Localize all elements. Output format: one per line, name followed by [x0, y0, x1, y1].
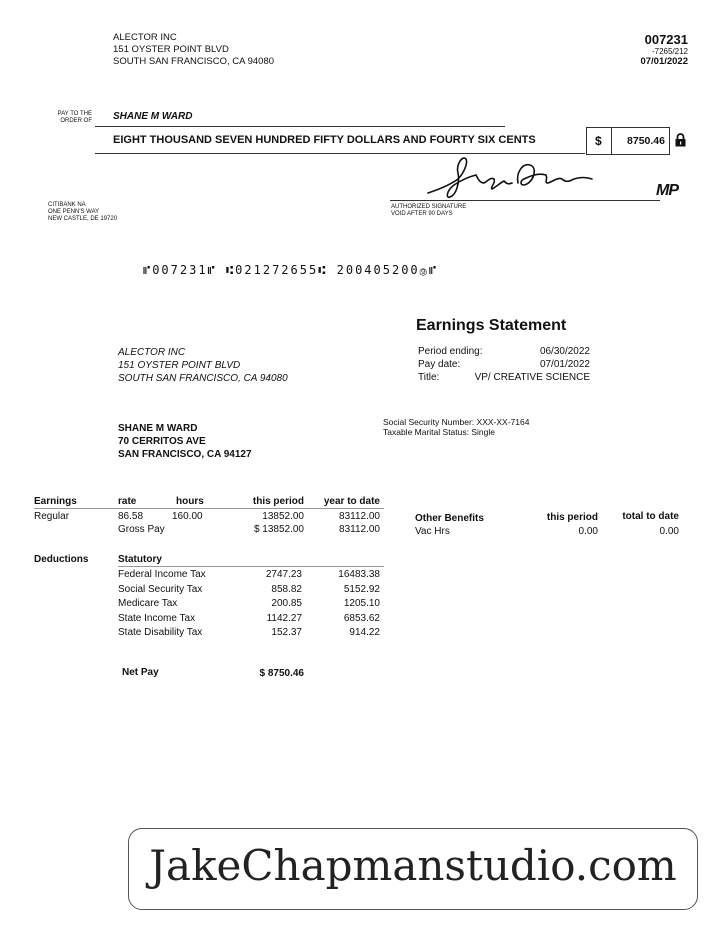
deduction-ytd: 6853.62	[343, 612, 380, 624]
employee-address-1: 70 CERRITOS AVE	[118, 436, 206, 447]
micr-line: ⑈007231⑈ ⑆021272655⑆ 200405200⑨⑈	[143, 263, 439, 277]
pay-date: 07/01/2022	[539, 359, 590, 370]
check-number-block	[568, 32, 688, 67]
payee-line	[95, 126, 505, 127]
employer-block	[118, 346, 288, 385]
this-period-header: this period	[252, 496, 304, 507]
pay-to-label: PAY TO THE ORDER OF	[57, 111, 92, 124]
dollar-sign: $	[595, 134, 602, 148]
deduction-name: Federal Income Tax	[118, 569, 206, 580]
deduction-this-period: 858.82	[271, 583, 302, 595]
employee-address-2: SAN FRANCISCO, CA 94127	[118, 449, 252, 460]
deduction-this-period: 1142.27	[266, 612, 302, 624]
job-title: VP/ CREATIVE SCIENCE	[474, 372, 590, 383]
deduction-name: Social Security Tax	[118, 583, 203, 595]
statement-title: Earnings Statement	[416, 317, 567, 334]
deduction-name: Medicare Tax	[118, 598, 178, 609]
deduction-this-period: 200.85	[271, 598, 302, 609]
pay-date-label: Pay date:	[418, 359, 461, 370]
statement-meta	[418, 345, 590, 384]
void-after-label: VOID AFTER 90 DAYS	[391, 211, 453, 217]
rate-header: rate	[118, 496, 137, 507]
deductions-label: Deductions	[34, 554, 89, 565]
routing-fraction: -7265/212	[651, 47, 688, 56]
company-block	[113, 32, 274, 68]
benefits-header: Other Benefits	[415, 513, 484, 524]
authorized-signature-label: AUTHORIZED SIGNATURE	[391, 204, 467, 210]
company-address-1: 151 OYSTER POINT BLVD	[113, 44, 229, 55]
benefit-row-name: Vac Hrs	[415, 526, 450, 537]
earnings-row-rate: 86.58	[118, 511, 144, 522]
employer-address-1: 151 OYSTER POINT BLVD	[118, 360, 241, 371]
employer-address-2: SOUTH SAN FRANCISCO, CA 94080	[118, 373, 288, 384]
amount-numeric: 8750.46	[627, 135, 665, 147]
amount-box	[586, 127, 670, 155]
watermark-banner	[128, 828, 698, 910]
signature	[420, 153, 600, 206]
lock-icon	[675, 133, 686, 152]
bank-address-2: NEW CASTLE, DE 19720	[48, 216, 118, 222]
bank-block	[48, 202, 117, 223]
benefit-row-this-period: 0.00	[578, 526, 598, 537]
net-pay-amount: $ 8750.46	[259, 668, 304, 679]
bank-name: CITIBANK NA	[48, 202, 86, 208]
gross-pay-ytd: 83112.00	[339, 524, 380, 535]
employee-name: SHANE M WARD	[118, 423, 198, 434]
period-ending: 06/30/2022	[539, 346, 590, 357]
employee-block	[118, 422, 252, 461]
deduction-ytd: 1205.10	[343, 598, 380, 609]
earnings-row-name: Regular	[34, 511, 70, 522]
employer-name: ALECTOR INC	[118, 347, 186, 358]
deduction-name: State Disability Tax	[118, 627, 203, 638]
check-date: 07/01/2022	[640, 56, 688, 67]
net-pay-label: Net Pay	[122, 667, 159, 678]
signature-labels	[391, 204, 466, 218]
statutory-label: Statutory	[118, 554, 162, 565]
signature-line	[390, 200, 660, 201]
mp-logo: MP	[656, 182, 678, 199]
deduction-name: State Income Tax	[118, 612, 196, 624]
earnings-label: Earnings	[34, 496, 77, 507]
company-name: ALECTOR INC	[113, 32, 177, 43]
earnings-row-this-period: 13852.00	[262, 511, 304, 522]
ssn: Social Security Number: XXX-XX-7164	[383, 417, 530, 427]
gross-pay-label: Gross Pay	[118, 524, 165, 535]
benefits-total-header: total to date	[622, 511, 679, 522]
marital-status: Taxable Marital Status: Single	[383, 427, 495, 437]
company-address-2: SOUTH SAN FRANCISCO, CA 94080	[113, 56, 275, 67]
tax-info	[383, 417, 529, 437]
payee-name: SHANE M WARD	[113, 111, 193, 122]
amount-words: EIGHT THOUSAND SEVEN HUNDRED FIFTY DOLLARS AND FOURTY SIX CENTS	[113, 134, 536, 146]
deduction-this-period: 2747.23	[265, 569, 302, 580]
deduction-ytd: 5152.92	[343, 583, 380, 595]
deduction-this-period: 152.37	[271, 627, 302, 638]
earnings-row-ytd: 83112.00	[339, 511, 380, 522]
benefits-this-period-header: this period	[546, 512, 598, 523]
check-number: 007231	[644, 32, 688, 47]
period-ending-label: Period ending:	[418, 346, 483, 357]
gross-pay-this-period: $ 13852.00	[253, 524, 304, 535]
title-label: Title:	[418, 372, 440, 383]
earnings-row-hours: 160.00	[172, 511, 203, 522]
watermark-text: JakeChapmanstudio.com	[149, 841, 677, 890]
hours-header: hours	[176, 496, 204, 507]
ytd-header: year to date	[323, 496, 380, 507]
deduction-ytd: 16483.38	[338, 569, 380, 580]
deduction-ytd: 914.22	[349, 627, 380, 638]
benefit-row-total: 0.00	[659, 526, 679, 537]
bank-address-1: ONE PENN'S WAY	[48, 209, 100, 215]
